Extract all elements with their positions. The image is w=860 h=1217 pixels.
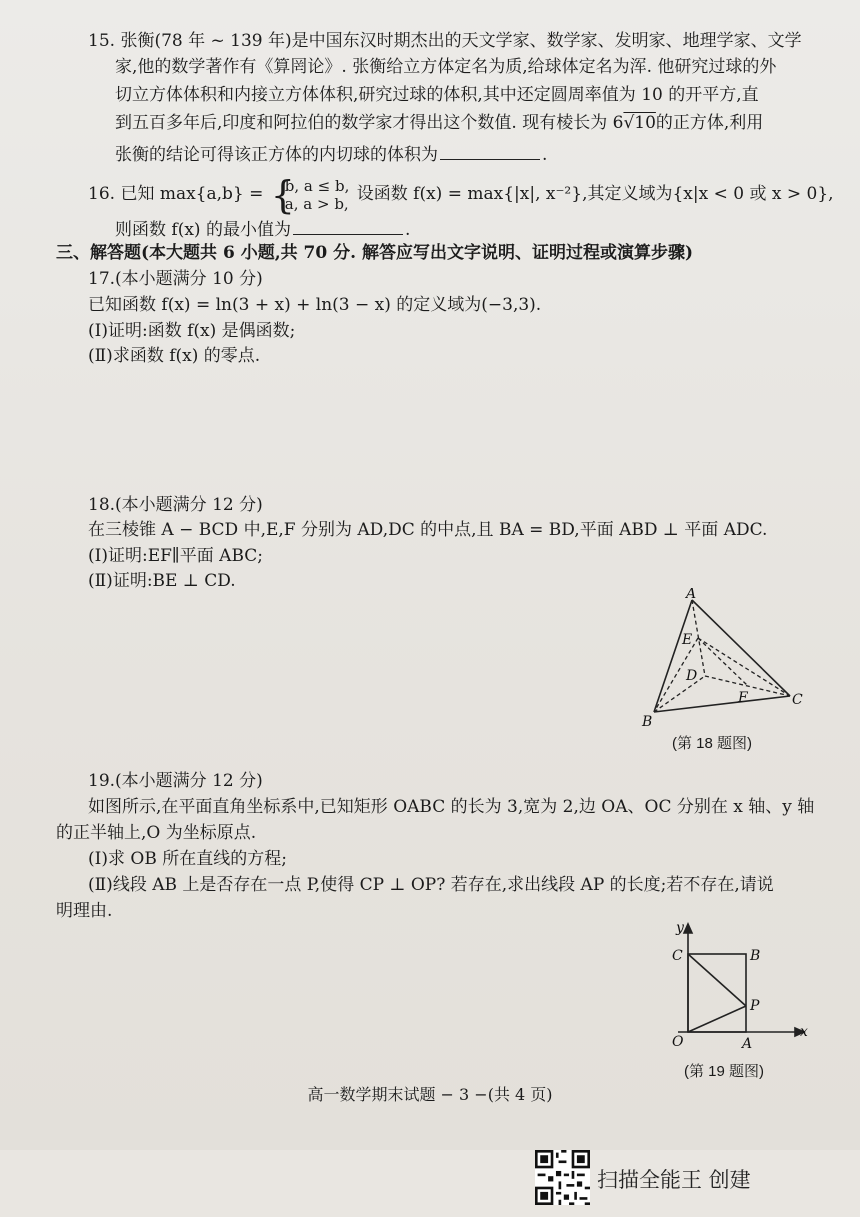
label-B: B: [642, 714, 653, 728]
q19-rectangle-figure: [668, 920, 813, 1060]
q18-head: 18.(本小题满分 12 分): [88, 495, 263, 515]
q15-line1: 15. 张衡(78 年 ~ 139 年)是中国东汉时期杰出的天文学家、数学家、发明家、地理学家、文学: [88, 31, 802, 51]
rectangle-OABC: [688, 954, 746, 1032]
q19-stem1: 如图所示,在平面直角坐标系中,已知矩形 OABC 的长为 3,宽为 2,边 OA、OC 分别在 x 轴、y 轴: [88, 797, 815, 817]
q18-part2: (Ⅱ)证明:BE ⊥ CD.: [88, 571, 236, 591]
q18-stem: 在三棱锥 A − BCD 中,E,F 分别为 AD,DC 的中点,且 BA = BD,平面 ABD ⊥ 平面 ADC.: [88, 520, 768, 540]
edge-AB: [654, 600, 692, 712]
q15-line4: [115, 112, 763, 134]
label-F: F: [738, 690, 748, 706]
q16-line2-b: .: [404, 220, 411, 240]
q19-head: 19.(本小题满分 12 分): [88, 771, 263, 791]
q15-answer-blank: [440, 143, 540, 160]
q15-line5: [115, 143, 547, 166]
label-y: y: [676, 920, 684, 936]
q19-stem2: 的正半轴上,O 为坐标原点.: [56, 823, 257, 843]
q15-line5-b: .: [542, 145, 548, 165]
q17-part2: (Ⅱ)求函数 f(x) 的零点.: [88, 346, 261, 366]
y-axis-arrow-icon: [684, 924, 692, 933]
q16-line2: [115, 218, 410, 241]
edge-BC: [654, 696, 790, 712]
q15-line3: 切立方体体积和内接立方体体积,研究过球的体积,其中还定圆周率值为 10 的开平方,直: [115, 85, 759, 105]
q16-piecewise: [270, 172, 350, 217]
segment-OP: [688, 1006, 746, 1032]
segment-EC: [698, 638, 790, 696]
label-P: P: [750, 998, 760, 1014]
scanner-watermark: [535, 1150, 835, 1205]
q19-part2b: 明理由.: [56, 901, 113, 921]
q16-prefix: 16. 已知 max{a,b} =: [88, 184, 264, 204]
qr-code-icon: [535, 1150, 590, 1205]
q16-line1: [88, 172, 834, 216]
label-x: x: [800, 1024, 808, 1040]
q19-caption: (第 19 题图): [684, 1063, 765, 1080]
page-footer: 高一数学期末试题 − 3 −(共 4 页): [307, 1085, 553, 1104]
label-A: A: [686, 588, 697, 602]
label-E: E: [682, 632, 693, 648]
q15-line5-a: 张衡的结论可得该正方体的内切球的体积为: [115, 145, 438, 165]
q16-answer-blank: [293, 218, 403, 235]
section-3-heading: 三、解答题(本大题共 6 小题,共 70 分. 解答应写出文字说明、证明过程或演算步骤): [56, 243, 694, 263]
label-B: B: [750, 948, 761, 964]
label-C: C: [792, 692, 803, 708]
label-D: D: [686, 668, 698, 684]
label-C: C: [672, 948, 683, 964]
label-A: A: [742, 1036, 753, 1052]
q19-part2a: (Ⅱ)线段 AB 上是否存在一点 P,使得 CP ⊥ OP? 若存在,求出线段 AP 的长度;若不存在,请说: [88, 875, 774, 895]
q15-line2: 家,他的数学著作有《算罔论》. 张衡给立方体定名为质,给球体定名为浑. 他研究过球的外: [115, 57, 777, 77]
brace-icon: {: [270, 172, 295, 217]
q19-part1: (Ⅰ)求 OB 所在直线的方程;: [88, 849, 287, 869]
q18-caption: (第 18 题图): [672, 735, 753, 752]
q15-line4-b: 的正方体,利用: [655, 113, 764, 133]
q15-radical: √10: [623, 113, 656, 133]
q16-case2: a, a > b,: [284, 194, 349, 213]
q16-middle: 设函数 f(x) = max{|x|, x⁻²},其定义域为{x|x < 0 或 x > 0},: [356, 184, 834, 204]
q15-line4-a: 到五百多年后,印度和阿拉伯的数学家才得出这个数值. 现有棱长为 6: [115, 113, 624, 133]
q17-stem: 已知函数 f(x) = ln(3 + x) + ln(3 − x) 的定义域为(−3,3).: [88, 295, 542, 315]
q18-tetrahedron-figure: [640, 588, 810, 728]
q18-part1: (Ⅰ)证明:EF∥平面 ABC;: [88, 546, 263, 566]
label-O: O: [672, 1034, 684, 1050]
q16-line2-a: 则函数 f(x) 的最小值为: [115, 220, 291, 240]
q17-head: 17.(本小题满分 10 分): [88, 269, 263, 289]
segment-CP: [688, 954, 746, 1006]
segment-EF: [698, 638, 748, 686]
edge-AC: [692, 600, 790, 696]
q17-part1: (Ⅰ)证明:函数 f(x) 是偶函数;: [88, 321, 296, 341]
scanner-label: 扫描全能王 创建: [597, 1168, 751, 1192]
q16-case1: b, a ≤ b,: [284, 176, 350, 195]
